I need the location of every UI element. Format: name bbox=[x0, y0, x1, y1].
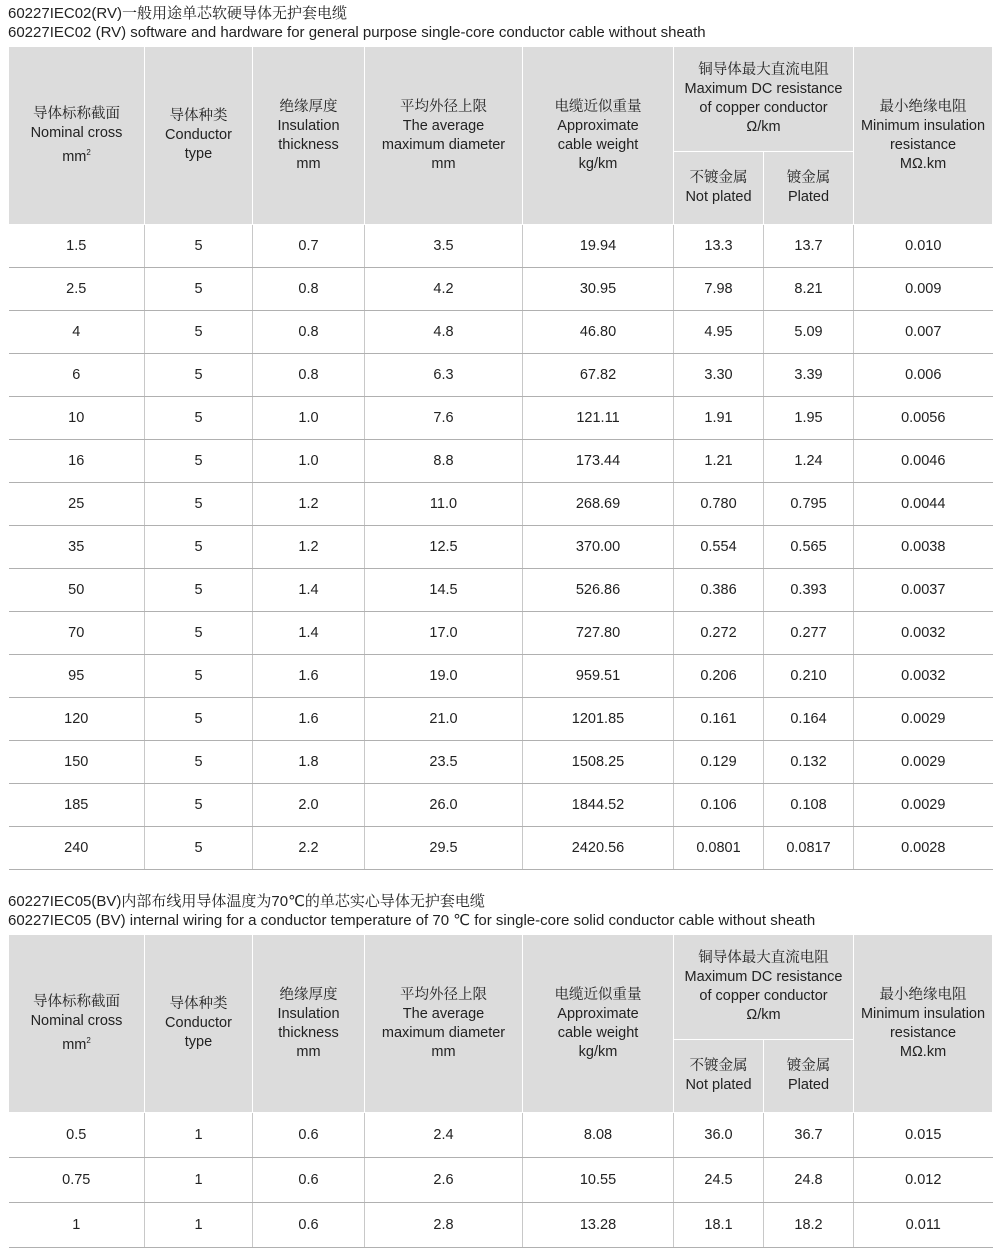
table-cell: 1.21 bbox=[674, 440, 764, 483]
table-cell: 5 bbox=[145, 612, 253, 655]
table-cell: 240 bbox=[9, 827, 145, 870]
table-cell: 0.0028 bbox=[854, 827, 993, 870]
table-cell: 2.6 bbox=[365, 1158, 523, 1203]
table-cell: 0.780 bbox=[674, 483, 764, 526]
table-cell: 5 bbox=[145, 526, 253, 569]
table-cell: 0.007 bbox=[854, 311, 993, 354]
table-cell: 0.6 bbox=[253, 1113, 365, 1158]
table-row bbox=[9, 741, 993, 784]
table-cell: 5 bbox=[145, 483, 253, 526]
header-conductor-type bbox=[145, 935, 253, 1113]
table-cell: 0.75 bbox=[9, 1158, 145, 1203]
table-row bbox=[9, 655, 993, 698]
table-cell: 19.94 bbox=[523, 225, 674, 268]
header-label-cn: 导体种类 bbox=[169, 108, 228, 124]
header-label-en: Approximate bbox=[557, 1005, 639, 1022]
table-cell: 1.2 bbox=[253, 483, 365, 526]
table-cell: 1.8 bbox=[253, 741, 365, 784]
table-cell: 5 bbox=[145, 569, 253, 612]
cable-spec-table-1 bbox=[8, 46, 993, 870]
table-row bbox=[9, 483, 993, 526]
header-unit: mm bbox=[431, 155, 456, 172]
header-unit bbox=[11, 1031, 142, 1055]
table-row bbox=[9, 268, 993, 311]
table-cell: 0.0037 bbox=[854, 569, 993, 612]
header-dc-resistance bbox=[674, 47, 854, 152]
table-cell: 5 bbox=[145, 311, 253, 354]
table-cell: 1 bbox=[145, 1113, 253, 1158]
table-row bbox=[9, 354, 993, 397]
header-label-cn: 不镀金属 bbox=[689, 1058, 748, 1074]
table-cell: 8.08 bbox=[523, 1113, 674, 1158]
header-label-cn: 最小绝缘电阻 bbox=[879, 986, 967, 1003]
header-label-cn: 电缆近似重量 bbox=[554, 98, 642, 115]
header-label-cn: 平均外径上限 bbox=[400, 986, 487, 1003]
table-cell: 5 bbox=[145, 225, 253, 268]
table-cell: 5 bbox=[145, 397, 253, 440]
table-cell: 0.8 bbox=[253, 268, 365, 311]
table-cell: 0.011 bbox=[854, 1203, 993, 1248]
header-label-en: Insulation bbox=[277, 1005, 340, 1022]
header-label-en: cable weight bbox=[557, 136, 639, 153]
table-cell: 0.7 bbox=[253, 225, 365, 268]
table-cell: 0.0029 bbox=[854, 784, 993, 827]
table-cell: 1 bbox=[145, 1203, 253, 1248]
table-cell: 0.272 bbox=[674, 612, 764, 655]
table-cell: 0.8 bbox=[253, 311, 365, 354]
table-cell: 23.5 bbox=[365, 741, 523, 784]
table-cell: 29.5 bbox=[365, 827, 523, 870]
header-label-cn: 镀金属 bbox=[786, 170, 831, 186]
header-unit: MΩ.km bbox=[899, 1043, 947, 1060]
header-label-en: type bbox=[184, 146, 213, 162]
table-cell: 4.8 bbox=[365, 311, 523, 354]
table-1-title-en: 60227IEC02 (RV) software and hardware for general purpose single-core conductor cable without sheath bbox=[8, 24, 706, 41]
table-2-title-cn: 60227IEC05(BV)内部布线用导体温度为70℃的单芯实心导体无护套电缆 bbox=[8, 893, 485, 910]
header-label-en: maximum diameter bbox=[381, 136, 506, 153]
table-cell: 1508.25 bbox=[523, 741, 674, 784]
header-unit: kg/km bbox=[578, 155, 618, 172]
header-dc-resistance bbox=[674, 935, 854, 1040]
table-cell: 0.210 bbox=[764, 655, 854, 698]
header-label-en: Plated bbox=[787, 189, 830, 205]
header-label-en: resistance bbox=[889, 1024, 957, 1041]
table-cell: 2.0 bbox=[253, 784, 365, 827]
table-cell: 2.8 bbox=[365, 1203, 523, 1248]
table-cell: 1.0 bbox=[253, 440, 365, 483]
table-cell: 0.0029 bbox=[854, 698, 993, 741]
table-cell: 1.4 bbox=[253, 612, 365, 655]
table-cell: 2420.56 bbox=[523, 827, 674, 870]
table-cell: 1.24 bbox=[764, 440, 854, 483]
header-label-cn: 镀金属 bbox=[786, 1058, 831, 1074]
table-cell: 0.0056 bbox=[854, 397, 993, 440]
header-not-plated bbox=[674, 1040, 764, 1113]
table-cell: 370.00 bbox=[523, 526, 674, 569]
table-cell: 95 bbox=[9, 655, 145, 698]
table-cell: 0.8 bbox=[253, 354, 365, 397]
table-cell: 3.5 bbox=[365, 225, 523, 268]
table-cell: 0.206 bbox=[674, 655, 764, 698]
table-cell: 4.2 bbox=[365, 268, 523, 311]
table-cell: 6.3 bbox=[365, 354, 523, 397]
header-label-en: Plated bbox=[787, 1077, 830, 1093]
header-not-plated bbox=[674, 152, 764, 225]
table-cell: 24.8 bbox=[764, 1158, 854, 1203]
header-insulation-thickness bbox=[253, 47, 365, 225]
header-unit: mm bbox=[296, 155, 321, 172]
header-label-cn: 铜导体最大直流电阻 bbox=[698, 62, 829, 78]
header-label-en: of copper conductor bbox=[699, 988, 828, 1004]
header-nominal-cross bbox=[9, 935, 145, 1113]
table-cell: 13.3 bbox=[674, 225, 764, 268]
table-row bbox=[9, 1113, 993, 1158]
table-cell: 2.4 bbox=[365, 1113, 523, 1158]
table-row bbox=[9, 612, 993, 655]
table-cell: 14.5 bbox=[365, 569, 523, 612]
table-cell: 1.0 bbox=[253, 397, 365, 440]
table-cell: 0.161 bbox=[674, 698, 764, 741]
table-cell: 13.7 bbox=[764, 225, 854, 268]
table-cell: 5 bbox=[145, 784, 253, 827]
header-label-en: cable weight bbox=[557, 1024, 639, 1041]
table-cell: 4 bbox=[9, 311, 145, 354]
header-label-cn: 不镀金属 bbox=[689, 170, 748, 186]
header-label-en: The average bbox=[402, 1005, 485, 1022]
header-average-diameter bbox=[365, 935, 523, 1113]
table-cell: 1 bbox=[9, 1203, 145, 1248]
table-row bbox=[9, 827, 993, 870]
table-row bbox=[9, 225, 993, 268]
table-cell: 173.44 bbox=[523, 440, 674, 483]
table-cell: 0.795 bbox=[764, 483, 854, 526]
table-cell: 0.0046 bbox=[854, 440, 993, 483]
table-cell: 1201.85 bbox=[523, 698, 674, 741]
header-unit: mm bbox=[431, 1043, 456, 1060]
table-cell: 1844.52 bbox=[523, 784, 674, 827]
table-1-body bbox=[9, 225, 993, 870]
table-cell: 16 bbox=[9, 440, 145, 483]
table-cell: 67.82 bbox=[523, 354, 674, 397]
table-cell: 3.30 bbox=[674, 354, 764, 397]
table-cell: 26.0 bbox=[365, 784, 523, 827]
header-cable-weight bbox=[523, 47, 674, 225]
unit-text: mm bbox=[62, 1036, 87, 1053]
table-cell: 36.7 bbox=[764, 1113, 854, 1158]
table-cell: 21.0 bbox=[365, 698, 523, 741]
table-cell: 0.010 bbox=[854, 225, 993, 268]
table-row bbox=[9, 526, 993, 569]
header-unit: mm bbox=[296, 1043, 321, 1060]
table-cell: 17.0 bbox=[365, 612, 523, 655]
table-cell: 19.0 bbox=[365, 655, 523, 698]
table-cell: 1.95 bbox=[764, 397, 854, 440]
header-unit: Ω/km bbox=[746, 1007, 781, 1023]
table-cell: 2.2 bbox=[253, 827, 365, 870]
table-cell: 12.5 bbox=[365, 526, 523, 569]
table-cell: 0.5 bbox=[9, 1113, 145, 1158]
header-plated bbox=[764, 152, 854, 225]
table-1-title-cn: 60227IEC02(RV)一般用途单芯软硬导体无护套电缆 bbox=[8, 5, 347, 22]
table-cell: 24.5 bbox=[674, 1158, 764, 1203]
table-cell: 959.51 bbox=[523, 655, 674, 698]
table-2-title-en: 60227IEC05 (BV) internal wiring for a conductor temperature of 70 ℃ for single-core solid conductor cable without sheath bbox=[8, 912, 816, 929]
table-cell: 0.009 bbox=[854, 268, 993, 311]
table-cell: 5 bbox=[145, 440, 253, 483]
header-plated bbox=[764, 1040, 854, 1113]
header-nominal-cross bbox=[9, 47, 145, 225]
header-insulation-thickness bbox=[253, 935, 365, 1113]
header-label-en: Nominal cross bbox=[30, 1012, 123, 1029]
table-cell: 0.015 bbox=[854, 1113, 993, 1158]
header-label-en: The average bbox=[402, 117, 485, 134]
header-label-cn: 平均外径上限 bbox=[400, 98, 487, 115]
table-row bbox=[9, 440, 993, 483]
table-cell: 0.6 bbox=[253, 1203, 365, 1248]
table-row bbox=[9, 698, 993, 741]
table-cell: 35 bbox=[9, 526, 145, 569]
table-cell: 5.09 bbox=[764, 311, 854, 354]
header-insulation-resistance bbox=[854, 47, 993, 225]
header-conductor-type bbox=[145, 47, 253, 225]
table-cell: 5 bbox=[145, 698, 253, 741]
table-cell: 121.11 bbox=[523, 397, 674, 440]
table-cell: 0.0032 bbox=[854, 612, 993, 655]
table-row bbox=[9, 1158, 993, 1203]
table-cell: 526.86 bbox=[523, 569, 674, 612]
header-label-cn: 电缆近似重量 bbox=[554, 986, 642, 1003]
header-label-cn: 导体标称截面 bbox=[33, 105, 120, 122]
table-cell: 10 bbox=[9, 397, 145, 440]
table-cell: 0.0044 bbox=[854, 483, 993, 526]
header-label-cn: 导体标称截面 bbox=[33, 993, 120, 1010]
table-cell: 50 bbox=[9, 569, 145, 612]
header-insulation-resistance bbox=[854, 935, 993, 1113]
table-cell: 10.55 bbox=[523, 1158, 674, 1203]
header-cable-weight bbox=[523, 935, 674, 1113]
header-average-diameter bbox=[365, 47, 523, 225]
table-cell: 2.5 bbox=[9, 268, 145, 311]
header-label-en: Not plated bbox=[685, 1077, 752, 1093]
header-label-en: of copper conductor bbox=[699, 100, 828, 116]
table-cell: 13.28 bbox=[523, 1203, 674, 1248]
unit-text: mm bbox=[62, 148, 87, 165]
table-cell: 0.565 bbox=[764, 526, 854, 569]
header-label-cn: 绝缘厚度 bbox=[279, 986, 338, 1003]
header-label-cn: 绝缘厚度 bbox=[279, 98, 338, 115]
header-label-en: thickness bbox=[278, 136, 339, 153]
cable-spec-table-2 bbox=[8, 934, 993, 1248]
table-cell: 0.0038 bbox=[854, 526, 993, 569]
table-cell: 1.4 bbox=[253, 569, 365, 612]
header-label-en: maximum diameter bbox=[381, 1024, 506, 1041]
unit-superscript: 2 bbox=[86, 1035, 91, 1045]
table-cell: 4.95 bbox=[674, 311, 764, 354]
header-unit bbox=[11, 143, 142, 167]
table-cell: 1.6 bbox=[253, 698, 365, 741]
table-cell: 150 bbox=[9, 741, 145, 784]
table-row bbox=[9, 397, 993, 440]
table-cell: 7.6 bbox=[365, 397, 523, 440]
header-label-en: Conductor bbox=[165, 127, 232, 143]
header-label-en: type bbox=[184, 1034, 213, 1050]
unit-superscript: 2 bbox=[86, 147, 91, 157]
table-cell: 0.012 bbox=[854, 1158, 993, 1203]
table-cell: 5 bbox=[145, 655, 253, 698]
header-unit: MΩ.km bbox=[899, 155, 947, 172]
table-cell: 0.393 bbox=[764, 569, 854, 612]
table-cell: 5 bbox=[145, 268, 253, 311]
table-cell: 1.6 bbox=[253, 655, 365, 698]
table-cell: 6 bbox=[9, 354, 145, 397]
table-row bbox=[9, 784, 993, 827]
table-cell: 727.80 bbox=[523, 612, 674, 655]
table-cell: 0.277 bbox=[764, 612, 854, 655]
header-unit: Ω/km bbox=[746, 119, 781, 135]
table-cell: 7.98 bbox=[674, 268, 764, 311]
table-cell: 0.6 bbox=[253, 1158, 365, 1203]
table-cell: 8.21 bbox=[764, 268, 854, 311]
table-row bbox=[9, 311, 993, 354]
table-cell: 3.39 bbox=[764, 354, 854, 397]
table-cell: 268.69 bbox=[523, 483, 674, 526]
table-cell: 1.91 bbox=[674, 397, 764, 440]
header-label-en: resistance bbox=[889, 136, 957, 153]
table-cell: 8.8 bbox=[365, 440, 523, 483]
table-cell: 0.0032 bbox=[854, 655, 993, 698]
table-cell: 0.129 bbox=[674, 741, 764, 784]
table-cell: 0.132 bbox=[764, 741, 854, 784]
table-cell: 25 bbox=[9, 483, 145, 526]
table-cell: 0.0801 bbox=[674, 827, 764, 870]
header-unit: kg/km bbox=[578, 1043, 618, 1060]
header-label-cn: 最小绝缘电阻 bbox=[879, 98, 967, 115]
header-label-en: thickness bbox=[278, 1024, 339, 1041]
header-label-en: Insulation bbox=[277, 117, 340, 134]
table-cell: 1.2 bbox=[253, 526, 365, 569]
table-cell: 36.0 bbox=[674, 1113, 764, 1158]
header-label-en: Approximate bbox=[557, 117, 639, 134]
table-cell: 30.95 bbox=[523, 268, 674, 311]
header-label-en: Minimum insulation bbox=[860, 117, 986, 134]
table-cell: 0.0817 bbox=[764, 827, 854, 870]
header-label-en: Maximum DC resistance bbox=[684, 969, 843, 985]
table-cell: 0.108 bbox=[764, 784, 854, 827]
table-2-caption bbox=[8, 892, 815, 930]
table-cell: 1 bbox=[145, 1158, 253, 1203]
header-label-en: Not plated bbox=[685, 189, 752, 205]
header-label-cn: 导体种类 bbox=[169, 996, 228, 1012]
header-label-en: Minimum insulation bbox=[860, 1005, 986, 1022]
header-label-en: Nominal cross bbox=[30, 124, 123, 141]
table-cell: 0.164 bbox=[764, 698, 854, 741]
table-cell: 185 bbox=[9, 784, 145, 827]
table-row bbox=[9, 569, 993, 612]
table-cell: 0.386 bbox=[674, 569, 764, 612]
header-label-en: Conductor bbox=[165, 1015, 232, 1031]
table-cell: 0.0029 bbox=[854, 741, 993, 784]
table-cell: 46.80 bbox=[523, 311, 674, 354]
table-cell: 5 bbox=[145, 354, 253, 397]
table-cell: 18.1 bbox=[674, 1203, 764, 1248]
table-cell: 0.106 bbox=[674, 784, 764, 827]
table-2-body bbox=[9, 1113, 993, 1248]
header-label-en: Maximum DC resistance bbox=[684, 81, 843, 97]
table-cell: 70 bbox=[9, 612, 145, 655]
table-row bbox=[9, 1203, 993, 1248]
table-cell: 1.5 bbox=[9, 225, 145, 268]
table-cell: 120 bbox=[9, 698, 145, 741]
table-cell: 0.006 bbox=[854, 354, 993, 397]
header-label-cn: 铜导体最大直流电阻 bbox=[698, 950, 829, 966]
table-cell: 11.0 bbox=[365, 483, 523, 526]
table-cell: 0.554 bbox=[674, 526, 764, 569]
table-cell: 18.2 bbox=[764, 1203, 854, 1248]
table-1-caption bbox=[8, 4, 706, 42]
table-cell: 5 bbox=[145, 741, 253, 784]
table-cell: 5 bbox=[145, 827, 253, 870]
